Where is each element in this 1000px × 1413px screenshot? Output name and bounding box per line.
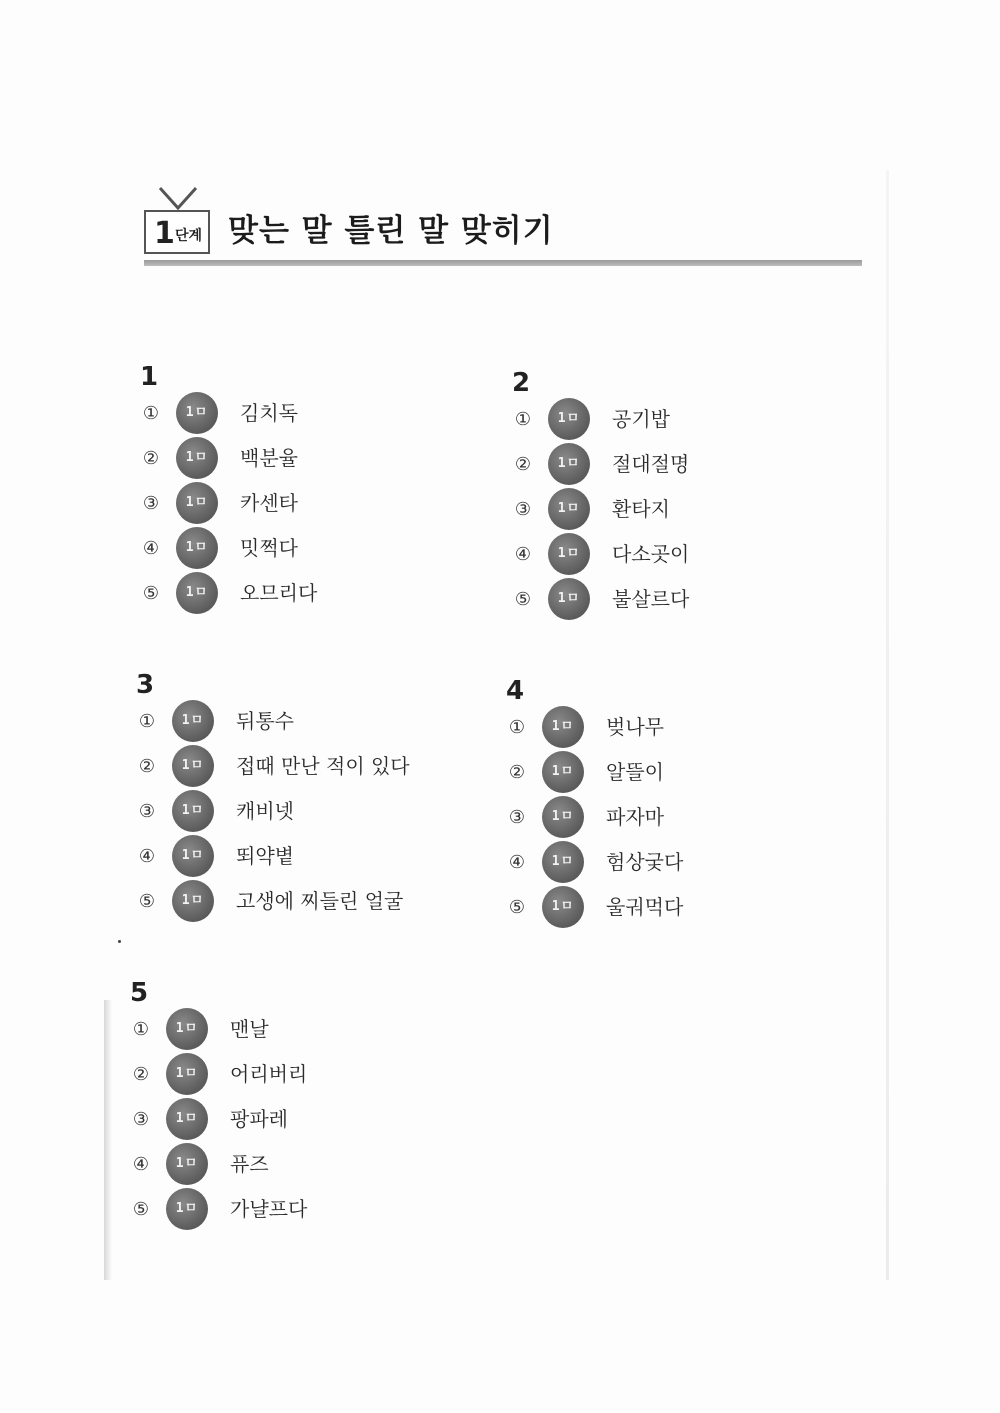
option-word: 가냘프다 bbox=[230, 1197, 308, 1221]
stage-badge bbox=[144, 210, 210, 254]
worksheet-header bbox=[144, 180, 864, 275]
option-item bbox=[512, 447, 842, 492]
option-word: 뒤통수 bbox=[236, 709, 294, 733]
option-word: 다소곳이 bbox=[612, 542, 690, 566]
option-item bbox=[506, 845, 836, 890]
option-marker: ① bbox=[138, 711, 156, 732]
option-word: 알뜰이 bbox=[606, 760, 664, 784]
option-marker: ② bbox=[508, 762, 526, 783]
audio-play-icon[interactable]: 1ㅁ bbox=[172, 745, 214, 787]
option-item bbox=[136, 884, 466, 929]
option-marker: ④ bbox=[142, 538, 160, 559]
option-item bbox=[140, 576, 470, 621]
audio-play-icon[interactable]: 1ㅁ bbox=[542, 751, 584, 793]
option-word: 험상궂다 bbox=[606, 850, 684, 874]
question-number: 1 bbox=[140, 362, 159, 392]
option-item bbox=[506, 710, 836, 755]
audio-play-icon[interactable]: 1ㅁ bbox=[176, 482, 218, 524]
option-item bbox=[140, 396, 470, 441]
audio-play-icon[interactable]: 1ㅁ bbox=[172, 700, 214, 742]
option-word: 팡파레 bbox=[230, 1107, 288, 1131]
option-word: 접때 만난 적이 있다 bbox=[236, 754, 410, 778]
option-marker: ③ bbox=[138, 801, 156, 822]
option-marker: ③ bbox=[508, 807, 526, 828]
header-divider bbox=[144, 260, 862, 266]
audio-play-icon[interactable]: 1ㅁ bbox=[548, 443, 590, 485]
audio-play-icon[interactable]: 1ㅁ bbox=[176, 392, 218, 434]
option-marker: ⑤ bbox=[514, 589, 532, 610]
stage-word: 단계 bbox=[175, 228, 203, 244]
option-list bbox=[130, 1012, 460, 1237]
option-list bbox=[512, 402, 842, 627]
option-item bbox=[130, 1057, 460, 1102]
option-word: 카센타 bbox=[240, 491, 298, 515]
option-marker: ⑤ bbox=[138, 891, 156, 912]
option-list bbox=[136, 704, 466, 929]
option-marker: ③ bbox=[514, 499, 532, 520]
question-number: 4 bbox=[506, 676, 525, 706]
option-item bbox=[512, 492, 842, 537]
option-marker: ④ bbox=[138, 846, 156, 867]
option-word: 불살르다 bbox=[612, 587, 690, 611]
option-item bbox=[130, 1012, 460, 1057]
option-word: 울궈먹다 bbox=[606, 895, 684, 919]
option-item bbox=[506, 800, 836, 845]
option-item bbox=[140, 441, 470, 486]
option-marker: ① bbox=[514, 409, 532, 430]
audio-play-icon[interactable]: 1ㅁ bbox=[166, 1053, 208, 1095]
option-word: 벚나무 bbox=[606, 715, 664, 739]
audio-play-icon[interactable]: 1ㅁ bbox=[176, 437, 218, 479]
option-word: 절대절명 bbox=[612, 452, 690, 476]
option-item bbox=[512, 582, 842, 627]
audio-play-icon[interactable]: 1ㅁ bbox=[542, 706, 584, 748]
stage-number: 1 bbox=[154, 216, 175, 251]
option-list bbox=[140, 396, 470, 621]
option-item bbox=[506, 755, 836, 800]
option-marker: ④ bbox=[514, 544, 532, 565]
option-word: 오므리다 bbox=[240, 581, 318, 605]
option-marker: ① bbox=[508, 717, 526, 738]
audio-play-icon[interactable]: 1ㅁ bbox=[548, 533, 590, 575]
option-marker: ④ bbox=[508, 852, 526, 873]
option-item bbox=[136, 839, 466, 884]
audio-play-icon[interactable]: 1ㅁ bbox=[548, 488, 590, 530]
option-marker: ⑤ bbox=[132, 1199, 150, 1220]
option-word: 고생에 찌들린 얼굴 bbox=[236, 889, 404, 913]
option-word: 캐비넷 bbox=[236, 799, 294, 823]
option-word: 퓨즈 bbox=[230, 1152, 269, 1176]
tv-antenna-icon bbox=[156, 186, 200, 212]
option-item bbox=[140, 531, 470, 576]
audio-play-icon[interactable]: 1ㅁ bbox=[176, 527, 218, 569]
audio-play-icon[interactable]: 1ㅁ bbox=[176, 572, 218, 614]
option-item bbox=[136, 794, 466, 839]
option-word: 공기밥 bbox=[612, 407, 670, 431]
option-word: 환타지 bbox=[612, 497, 670, 521]
option-item bbox=[130, 1102, 460, 1147]
audio-play-icon[interactable]: 1ㅁ bbox=[166, 1008, 208, 1050]
audio-play-icon[interactable]: 1ㅁ bbox=[548, 578, 590, 620]
option-marker: ① bbox=[132, 1019, 150, 1040]
option-word: 파자마 bbox=[606, 805, 664, 829]
option-item bbox=[140, 486, 470, 531]
audio-play-icon[interactable]: 1ㅁ bbox=[548, 398, 590, 440]
audio-play-icon[interactable]: 1ㅁ bbox=[172, 835, 214, 877]
option-item bbox=[130, 1192, 460, 1237]
scan-speck bbox=[118, 940, 121, 943]
question-number: 3 bbox=[136, 670, 155, 700]
option-word: 어리버리 bbox=[230, 1062, 308, 1086]
option-marker: ② bbox=[142, 448, 160, 469]
question-number: 5 bbox=[130, 978, 149, 1008]
option-marker: ② bbox=[138, 756, 156, 777]
option-item bbox=[136, 704, 466, 749]
option-item bbox=[512, 402, 842, 447]
audio-play-icon[interactable]: 1ㅁ bbox=[542, 886, 584, 928]
option-marker: ① bbox=[142, 403, 160, 424]
scan-shadow-right bbox=[886, 170, 889, 1280]
page-title: 맞는 말 틀린 말 맞히기 bbox=[228, 213, 554, 249]
option-marker: ③ bbox=[132, 1109, 150, 1130]
option-marker: ④ bbox=[132, 1154, 150, 1175]
audio-play-icon[interactable]: 1ㅁ bbox=[166, 1188, 208, 1230]
option-item bbox=[512, 537, 842, 582]
option-item bbox=[136, 749, 466, 794]
option-marker: ③ bbox=[142, 493, 160, 514]
option-marker: ② bbox=[132, 1064, 150, 1085]
question-number: 2 bbox=[512, 368, 531, 398]
audio-play-icon[interactable]: 1ㅁ bbox=[166, 1098, 208, 1140]
option-marker: ⑤ bbox=[508, 897, 526, 918]
option-word: 맨날 bbox=[230, 1017, 269, 1041]
option-word: 김치독 bbox=[240, 401, 298, 425]
option-word: 밋쩍다 bbox=[240, 536, 298, 560]
audio-play-icon[interactable]: 1ㅁ bbox=[542, 841, 584, 883]
audio-play-icon[interactable]: 1ㅁ bbox=[172, 790, 214, 832]
option-list bbox=[506, 710, 836, 935]
option-word: 백분율 bbox=[240, 446, 298, 470]
option-marker: ② bbox=[514, 454, 532, 475]
option-item bbox=[130, 1147, 460, 1192]
audio-play-icon[interactable]: 1ㅁ bbox=[166, 1143, 208, 1185]
option-word: 뙤약볕 bbox=[236, 844, 294, 868]
audio-play-icon[interactable]: 1ㅁ bbox=[542, 796, 584, 838]
audio-play-icon[interactable]: 1ㅁ bbox=[172, 880, 214, 922]
scan-shadow-left bbox=[104, 1000, 112, 1280]
option-item bbox=[506, 890, 836, 935]
option-marker: ⑤ bbox=[142, 583, 160, 604]
